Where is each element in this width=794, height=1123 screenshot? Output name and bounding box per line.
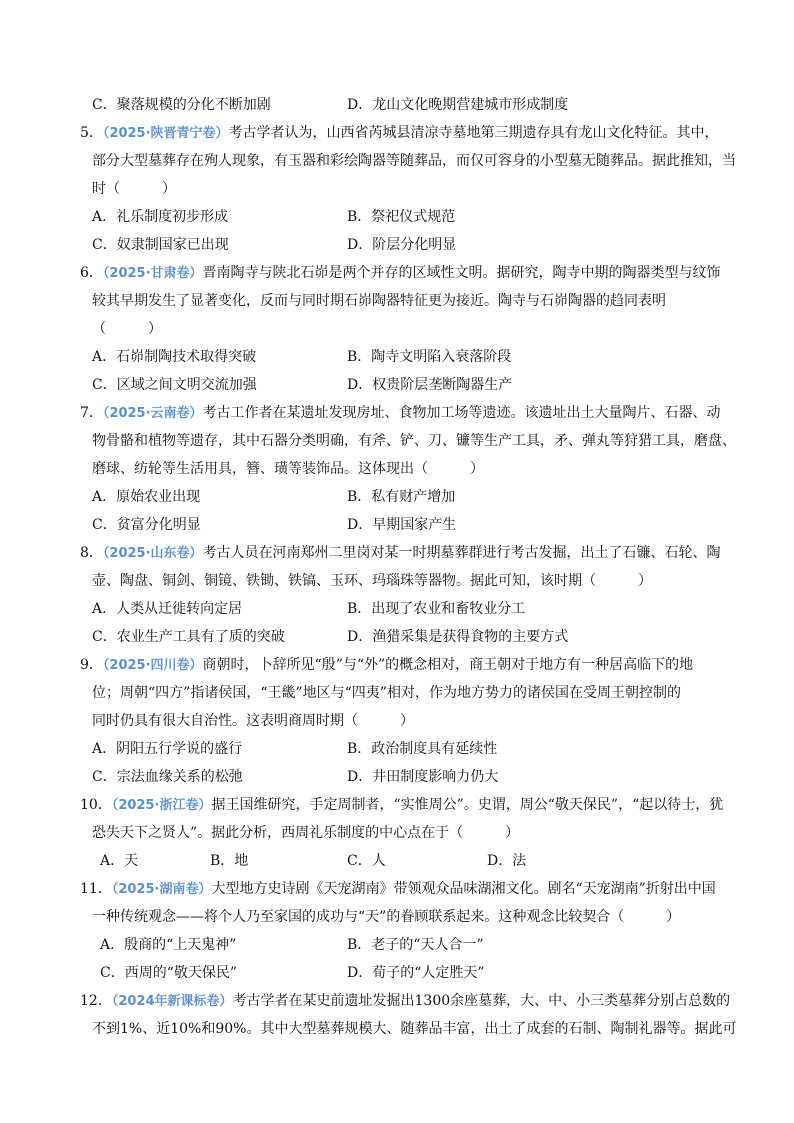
question-text-continued: 磨球、纺轮等生活用具，簪、璜等装饰品。这体现出（ ） [92,461,484,477]
question-text: 晋南陶寺与陕北石峁是两个并存的区域性文明。据研究，陶寺中期的陶器类型与纹饰 [202,265,721,281]
answer-option: B．私有财产增加 [347,489,456,505]
question-text-continued: 较其早期发生了显著变化，反而与同时期石峁陶器特征更为接近。陶寺与石峁陶器的趋同表明 [92,293,666,309]
question-text: 据王国维研究，手定周制者，“实惟周公”。史谓，周公“敬天保民”，“起以待士，犹 [211,797,724,813]
question-number: 6． [80,265,103,281]
answer-option: B．陶寺文明陷入衰落阶段 [347,349,512,365]
answer-option: B．祭祀仪式规范 [347,209,456,225]
question-text-continued: 位；周朝“四方”指诸侯国，“王畿”地区与“四夷”相对，作为地方势力的诸侯国在受周王朝控制的 [92,685,681,701]
answer-option: C．聚落规模的分化不断加剧 [92,97,271,113]
question-source: （2025·陕晋青宁卷） [102,126,229,141]
question-line [80,655,740,676]
answer-option: A．天 [100,853,139,869]
answer-option: C．人 [347,853,386,869]
question-text: 考古学者认为，山西省芮城县清凉寺墓地第三期遗存具有龙山文化特征。其中， [228,125,719,141]
answer-option: D．渔猎采集是获得食物的主要方式 [347,629,569,645]
question-source: （2025·云南卷） [102,406,203,421]
answer-option: C．奴隶制国家已出现 [92,237,229,253]
question-number: 7． [80,405,103,421]
answer-option: C．贫富分化明显 [92,517,201,533]
question-number: 12． [80,993,112,1009]
answer-option: B．出现了农业和畜牧业分工 [347,601,526,617]
answer-option: D．阶层分化明显 [347,237,457,253]
answer-option: D．龙山文化晚期营建城市形成制度 [347,97,569,113]
question-text: 商朝时，卜辞所见“殷”与“外”的概念相对，商王朝对于地方有一种居高临下的地 [202,657,694,673]
question-source: （2024年新课标卷） [111,994,233,1009]
question-number: 9． [80,657,103,673]
question-text-continued: 一种传统观念——将个人乃至家国的成功与“天”的眷顾联系起来。这种观念比较契合（ ） [92,909,681,925]
question-number: 10． [80,797,112,813]
question-text-continued: 时（ ） [92,181,176,197]
answer-option: A．原始农业出现 [92,489,201,505]
question-text: 考古学者在某史前遗址发掘出1300余座墓葬，大、中、小三类墓葬分别占总数的 [232,993,731,1009]
question-line [80,879,740,900]
question-text-continued: 同时仍具有很大自治性。这表明商周时期（ ） [92,713,414,729]
answer-option: D．法 [487,853,527,869]
question-line [80,795,740,816]
answer-option: B．老子的“天人合一” [347,937,484,953]
answer-option: B．地 [210,853,249,869]
answer-option: C．区域之间文明交流加强 [92,377,257,393]
question-line [80,123,740,144]
question-source: （2025·浙江卷） [111,798,212,813]
question-text: 大型地方史诗剧《天宠湖南》带领观众品味湖湘文化。剧名“天宠湖南”折射出中国 [211,881,716,897]
answer-option: A．礼乐制度初步形成 [92,209,229,225]
question-text-continued: （ ） [92,321,162,337]
question-line [80,403,740,424]
question-number: 11． [80,881,112,897]
question-text-continued: 壶、陶盘、铜剑、铜镜、铁锄、铁镐、玉环、玛瑙珠等器物。据此可知，该时期（ ） [92,573,652,589]
question-number: 8． [80,545,103,561]
answer-option: B．政治制度具有延续性 [347,741,498,757]
question-text: 考古人员在河南郑州二里岗对某一时期墓葬群进行考古发掘，出土了石镰、石轮、陶 [202,545,721,561]
answer-option: C．西周的“敬天保民” [100,965,238,981]
question-line [80,263,740,284]
answer-option: C．农业生产工具有了质的突破 [92,629,285,645]
question-source: （2025·湖南卷） [111,882,212,897]
question-source: （2025·四川卷） [102,658,203,673]
answer-option: D．早期国家产生 [347,517,457,533]
answer-option: C．宗法血缘关系的松弛 [92,769,243,785]
question-source: （2025·山东卷） [102,546,203,561]
answer-option: A．殷商的“上天鬼神” [100,937,237,953]
question-text-continued: 不到1%、近10%和90%。其中大型墓葬规模大、随葬品丰富，出土了成套的石制、陶制礼器等。据此可 [92,1021,737,1037]
question-text-continued: 恐失天下之贤人”。据此分析，西周礼乐制度的中心点在于（ ） [92,825,520,841]
question-text: 考古工作者在某遗址发现房址、食物加工场等遗迹。该遗址出土大量陶片、石器、动 [202,405,721,421]
question-number: 5． [80,125,103,141]
answer-option: D．井田制度影响力仍大 [347,769,499,785]
question-line [80,543,740,564]
question-text-continued: 部分大型墓葬存在殉人现象，有玉器和彩绘陶器等随葬品，而仅可容身的小型墓无随葬品。据此推知，当 [92,153,736,169]
answer-option: A．阴阳五行学说的盛行 [92,741,243,757]
question-text-continued: 物骨骼和植物等遗存，其中石器分类明确，有斧、铲、刀、镰等生产工具，矛、弹丸等狩猎工具，磨盘、 [92,433,736,449]
question-source: （2025·甘肃卷） [102,266,203,281]
answer-option: A．人类从迁徙转向定居 [92,601,243,617]
answer-option: D．荀子的“人定胜天” [347,965,485,981]
answer-option: D．权贵阶层垄断陶器生产 [347,377,513,393]
answer-option: A．石峁制陶技术取得突破 [92,349,257,365]
question-line [80,991,740,1012]
